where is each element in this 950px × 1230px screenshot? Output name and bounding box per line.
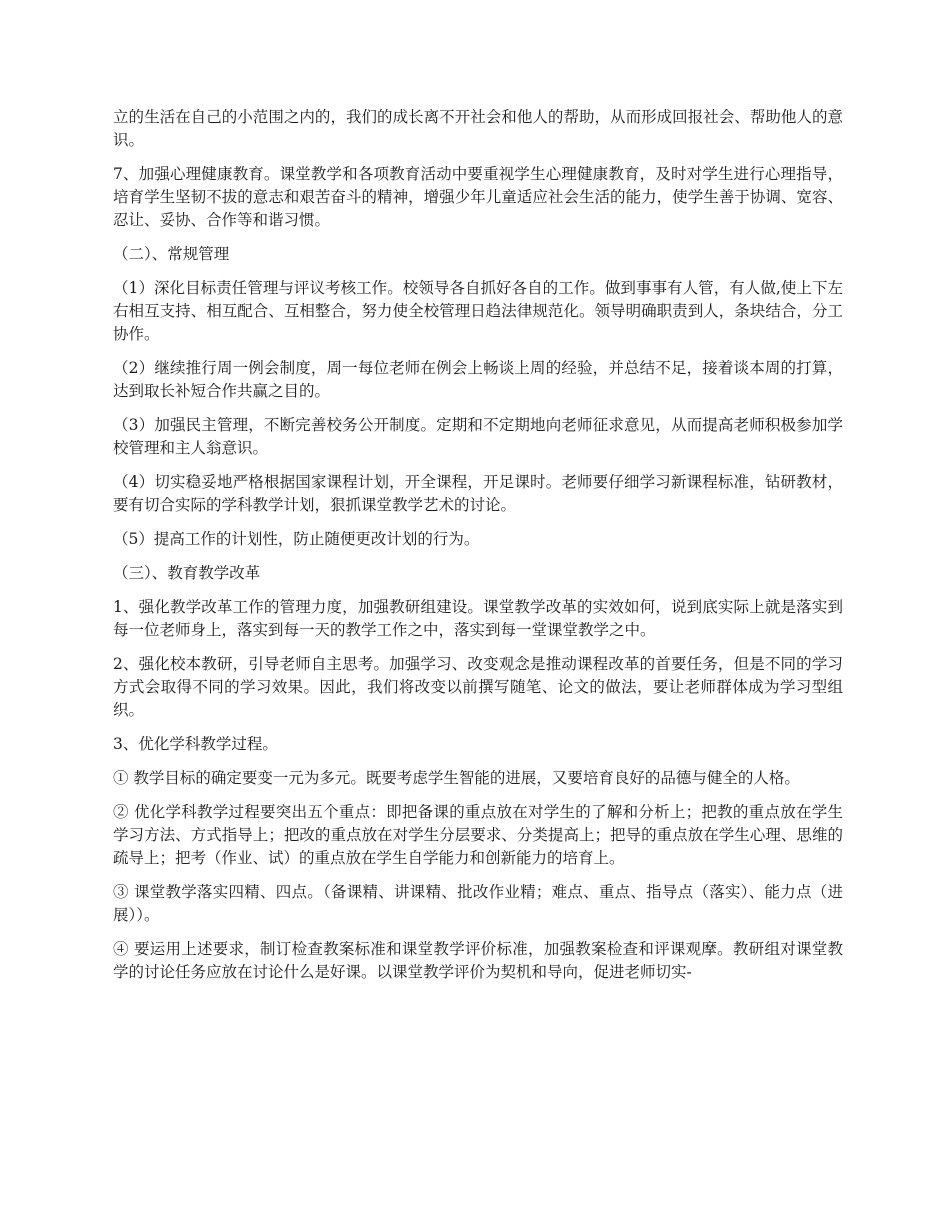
paragraph-circled-4: ④ 要运用上述要求，制订检查教案标准和课堂教学评价标准，加强教案检查和评课观摩。教研组对课堂教学的讨论任务应放在讨论什么是好课。以课堂教学评价为契机和导向，促进老师切实- <box>113 940 843 981</box>
paragraph-item-2: （2）继续推行周一例会制度，周一每位老师在例会上畅谈上周的经验，并总结不足，接着谈本周的打算，达到取长补短合作共赢之目的。 <box>113 359 843 400</box>
paragraph-continuation: 立的生活在自己的小范围之内的，我们的成长离不开社会和他人的帮助，从而形成回报社会、帮助他人的意识。 <box>113 108 843 149</box>
paragraph-reform-2: 2、强化校本教研，引导老师自主思考。加强学习、改变观念是推动课程改革的首要任务，但是不同的学习方式会取得不同的学习效果。因此，我们将改变以前撰写随笔、论文的做法，要让老师群体成为学习型组织。 <box>113 655 843 719</box>
paragraph-item-5: （5）提高工作的计划性，防止随便更改计划的行为。 <box>113 530 480 548</box>
paragraph-circled-2: ② 优化学科教学过程要突出五个重点：即把备课的重点放在对学生的了解和分析上；把教的重点放在学生学习方法、方式指导上；把改的重点放在对学生分层要求、分类提高上；把导的重点放在学生心理、思维的疏导上；把考（作业、试）的重点放在学生自学能力和创新能力的培育上。 <box>113 803 843 867</box>
paragraph-mental-health: 7、加强心理健康教育。课堂教学和各项教育活动中要重视学生心理健康教育，及时对学生进行心理指导，培育学生坚韧不拔的意志和艰苦奋斗的精神，增强少年儿童适应社会生活的能力，使学生善于协调、宽容、忍让、妥协、合作等和谐习惯。 <box>113 165 843 229</box>
paragraph-circled-1: ① 教学目标的确定要变一元为多元。既要考虑学生智能的进展，又要培育良好的品德与健全的人格。 <box>113 769 800 787</box>
document-page <box>113 106 843 995</box>
paragraph-reform-1: 1、强化教学改革工作的管理力度，加强教研组建设。课堂教学改革的实效如何，说到底实际上就是落实到每一位老师身上，落实到每一天的教学工作之中，落实到每一堂课堂教学之中。 <box>113 598 843 639</box>
paragraph-item-1: （1）深化目标责任管理与评议考核工作。校领导各自抓好各自的工作。做到事事有人管，有人做,使上下左右相互支持、相互配合、互相整合，努力使全校管理日趋法律规范化。领导明确职责到人，条块结合，分工协作。 <box>113 279 843 343</box>
section-heading-teaching-reform: （三）、教育教学改革 <box>113 564 261 582</box>
section-heading-routine-management: （二）、常规管理 <box>113 245 230 263</box>
paragraph-reform-3: 3、优化学科教学过程。 <box>113 735 278 753</box>
paragraph-circled-3: ③ 课堂教学落实四精、四点。（备课精、讲课精、批改作业精；难点、重点、指导点（落实）、能力点（进展））。 <box>113 883 843 924</box>
paragraph-item-3: （3）加强民主管理，不断完善校务公开制度。定期和不定期地向老师征求意见，从而提高老师积极参加学校管理和主人翁意识。 <box>113 416 843 457</box>
paragraph-item-4: （4）切实稳妥地严格根据国家课程计划，开全课程，开足课时。老师要仔细学习新课程标准，钻研教材，要有切合实际的学科教学计划，狠抓课堂教学艺术的讨论。 <box>113 473 843 514</box>
